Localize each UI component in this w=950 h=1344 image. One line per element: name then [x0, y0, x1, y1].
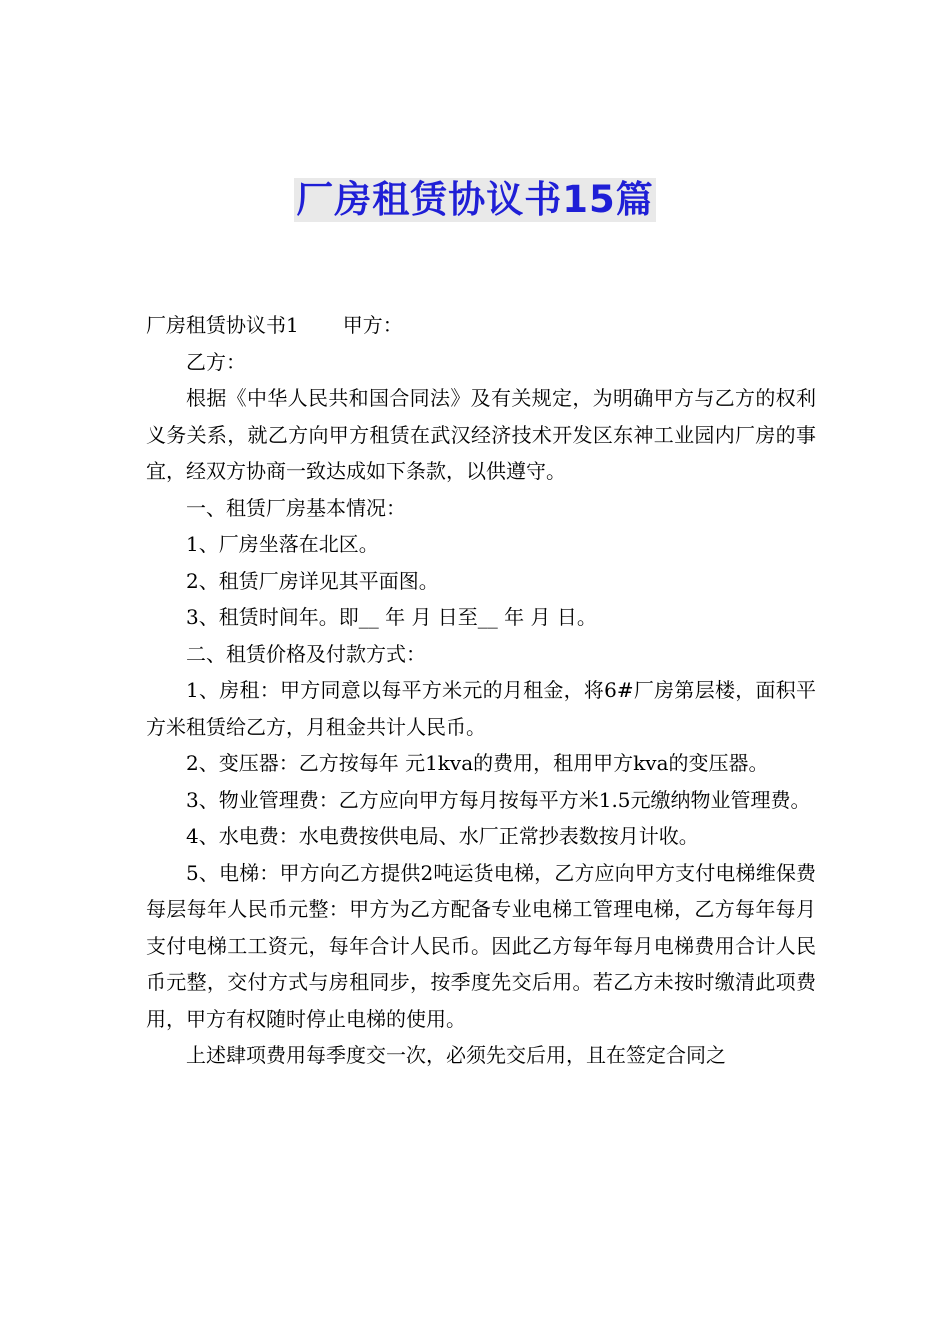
paragraph: 二、租赁价格及付款方式：	[186, 641, 426, 666]
paragraph: 3、租赁时间年。即__ 年 月 日至__ 年 月 日。	[186, 605, 597, 629]
paragraph: 4、水电费：水电费按供电局、水厂正常抄表数按月计收。	[186, 824, 699, 848]
paragraph: 1、厂房坐落在北区。	[186, 532, 379, 556]
document-body	[146, 307, 816, 1074]
paragraph: 1、房租：甲方同意以每平方米元的月租金，将6#厂房第层楼，面积平方米租赁给乙方，月租金共计人民币。	[146, 678, 816, 739]
paragraph: 2、租赁厂房详见其平面图。	[186, 568, 439, 593]
agreement-heading: 厂房租赁协议书1	[146, 313, 299, 337]
paragraph: 一、租赁厂房基本情况：	[186, 495, 406, 520]
paragraph: 根据《中华人民共和国合同法》及有关规定，为明确甲方与乙方的权利义务关系，就乙方向甲方租赁在武汉经济技术开发区东神工业园内厂房的事宜，经双方协商一致达成如下条款，以供遵守。	[146, 386, 816, 483]
paragraph: 乙方：	[186, 349, 246, 374]
party-a-label: 甲方：	[342, 313, 403, 337]
title-container	[0, 178, 950, 222]
paragraph: 5、电梯：甲方向乙方提供2吨运货电梯，乙方应向甲方支付电梯维保费每层每年人民币元整：甲方为乙方配备专业电梯工管理电梯，乙方每年每月支付电梯工工资元，每年合计人民币。因此乙方每年每月电梯费用合计人民币元整，交付方式与房租同步，按季度先交后用。若乙方未按时缴清此项费用，甲方有权随时停止电梯的使用。	[146, 860, 816, 1031]
paragraph: 上述肆项费用每季度交一次，必须先交后用，且在签定合同之	[186, 1043, 726, 1067]
paragraph: 2、变压器：乙方按每年 元1kva的费用，租用甲方kva的变压器。	[186, 751, 769, 775]
document-title: 厂房租赁协议书15篇	[296, 178, 654, 221]
heading-line	[146, 307, 816, 344]
paragraph: 3、物业管理费：乙方应向甲方每月按每平方米1.5元缴纳物业管理费。	[186, 787, 811, 812]
